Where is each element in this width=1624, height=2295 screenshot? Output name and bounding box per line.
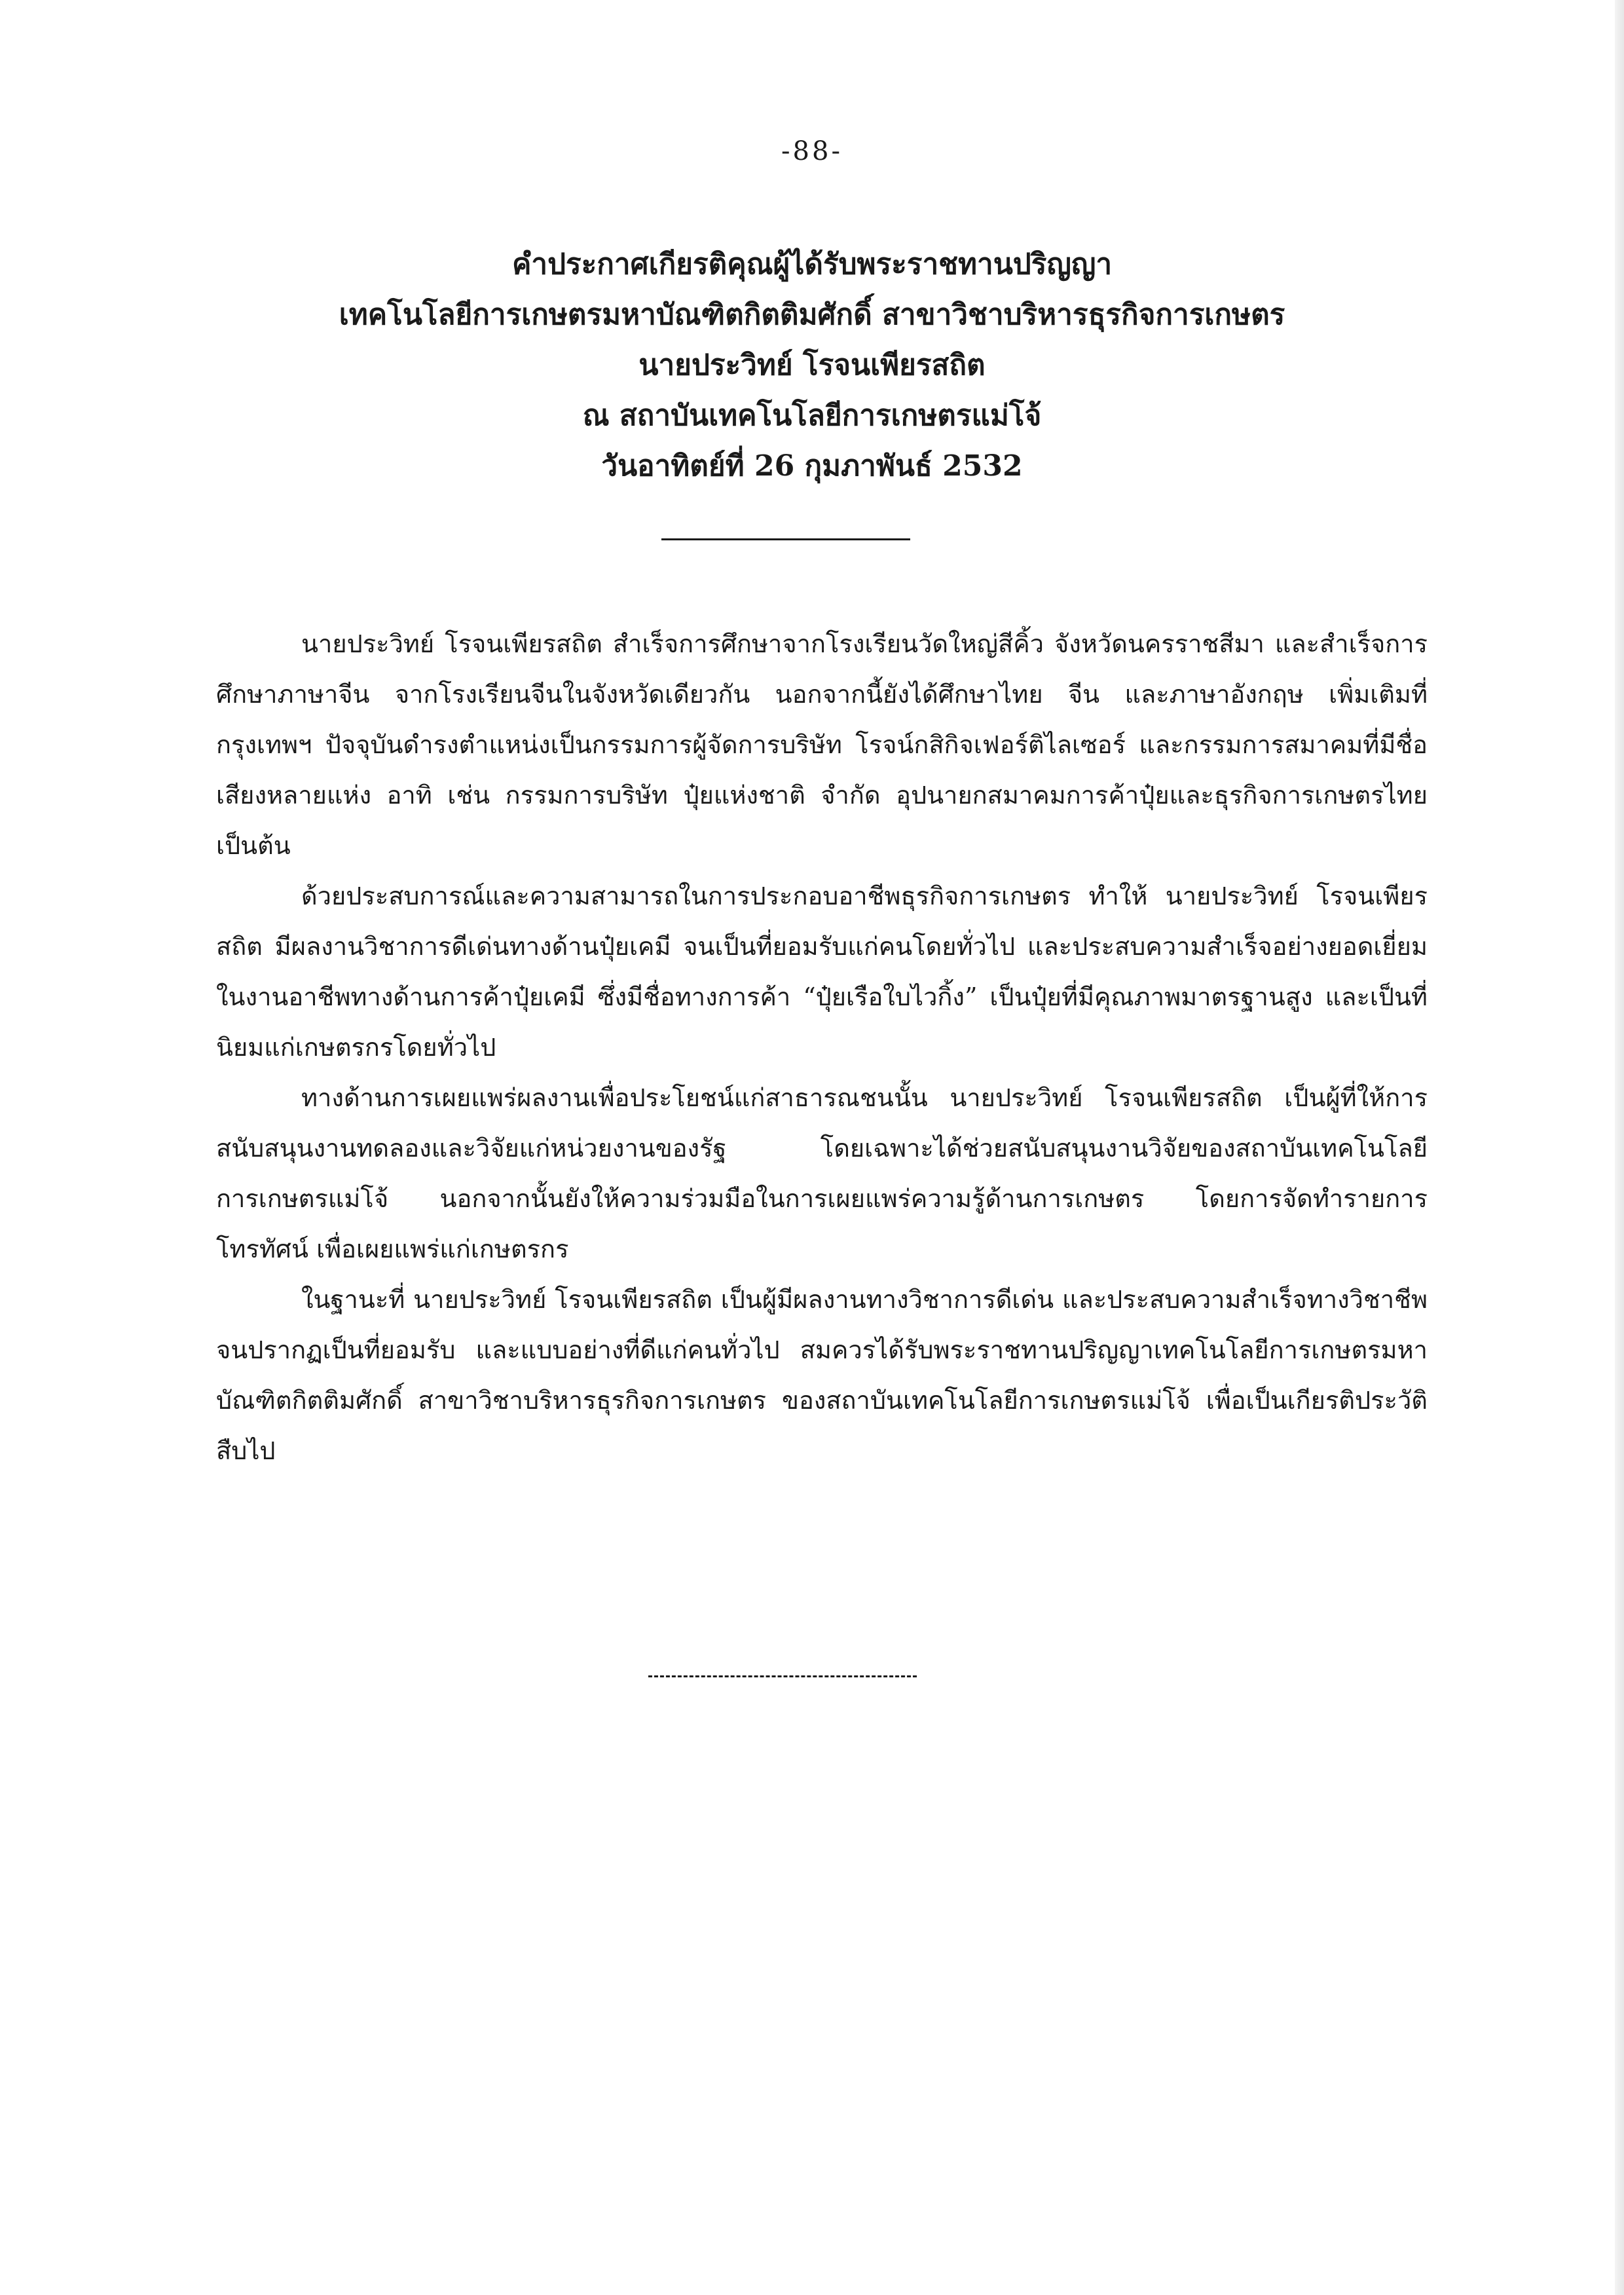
body-paragraph-public-service: ทางด้านการเผยแพร่ผลงานเพื่อประโยชน์แก่สาธารณชนนั้น นายประวิทย์ โรจนเพียรสถิต เป็นผู้ที่ให้การสนับสนุนงานทดลองและวิจัยแก่หน่วยงานของรัฐ โดยเฉพาะได้ช่วยสนับสนุนงานวิจัยของสถาบันเทคโนโลยีการเกษตรแม่โจ้ นอกจากนั้นยังให้ความร่วมมือในการเผยแพร่ความรู้ด้านการเกษตร โดยการจัดทำรายการโทรทัศน์ เพื่อเผยแพร่แก่เกษตรกร	[216, 1083, 1428, 1263]
body-paragraph-achievements: ด้วยประสบการณ์และความสามารถในการประกอบอาชีพธุรกิจการเกษตร ทำให้ นายประวิทย์ โรจนเพียรสถิต มีผลงานวิชาการดีเด่นทางด้านปุ๋ยเคมี จนเป็นที่ยอมรับแก่คนโดยทั่วไป และประสบความสำเร็จอย่างยอดเยี่ยมในงานอาชีพทางด้านการค้าปุ๋ยเคมี ซึ่งมีชื่อทางการค้า “ปุ๋ยเรือใบไวกิ้ง” เป็นปุ๋ยที่มีคุณภาพมาตรฐานสูง และเป็นที่นิยมแก่เกษตรกรโดยทั่วไป	[216, 882, 1428, 1062]
body-paragraph-conclusion: ในฐานะที่ นายประวิทย์ โรจนเพียรสถิต เป็นผู้มีผลงานทางวิชาการดีเด่น และประสบความสำเร็จทางวิชาชีพจนปรากฏเป็นที่ยอมรับ และแบบอย่างที่ดีแก่คนทั่วไป สมควรได้รับพระราชทานปริญญาเทคโนโลยีการเกษตรมหาบัณฑิตกิตติมศักดิ์ สาขาวิชาบริหารธุรกิจการเกษตร ของสถาบันเทคโนโลยีการเกษตรแม่โจ้ เพื่อเป็นเกียรติประวัติสืบไป	[216, 1285, 1428, 1465]
scan-edge-shadow	[1615, 0, 1624, 2295]
header-institution: ณ สถาบันเทคโนโลยีการเกษตรแม่โจ้	[582, 399, 1042, 432]
body-paragraph-education: นายประวิทย์ โรจนเพียรสถิต สำเร็จการศึกษาจากโรงเรียนวัดใหญ่สีคิ้ว จังหวัดนครราชสีมา และสำเร็จการศึกษาภาษาจีน จากโรงเรียนจีนในจังหวัดเดียวกัน นอกจากนี้ยังได้ศึกษาไทย จีน และภาษาอังกฤษ เพิ่มเติมที่กรุงเทพฯ ปัจจุบันดำรงตำแหน่งเป็นกรรมการผู้จัดการบริษัท โรจน์กสิกิจเฟอร์ติไลเซอร์ และกรรมการสมาคมที่มีชื่อเสียงหลายแห่ง อาทิ เช่น กรรมการบริษัท ปุ๋ยแห่งชาติ จำกัด อุปนายกสมาคมการค้าปุ๋ยและธุรกิจการเกษตรไทย เป็นต้น	[216, 629, 1428, 860]
header-title: คำประกาศเกียรติคุณผู้ได้รับพระราชทานปริญญา	[511, 248, 1113, 281]
header-divider	[661, 538, 910, 540]
page-number: -88-	[781, 136, 843, 166]
citation-body	[216, 619, 1428, 1476]
closing-divider	[648, 1675, 917, 1677]
header-date: วันอาทิตย์ที่ 26 กุมภาพันธ์ 2532	[601, 449, 1023, 483]
announcement-header	[223, 239, 1401, 491]
header-degree: เทคโนโลยีการเกษตรมหาบัณฑิตกิตติมศักดิ์ สาขาวิชาบริหารธุรกิจการเกษตร	[339, 298, 1285, 331]
header-recipient-name: นายประวิทย์ โรจนเพียรสถิต	[638, 348, 986, 382]
